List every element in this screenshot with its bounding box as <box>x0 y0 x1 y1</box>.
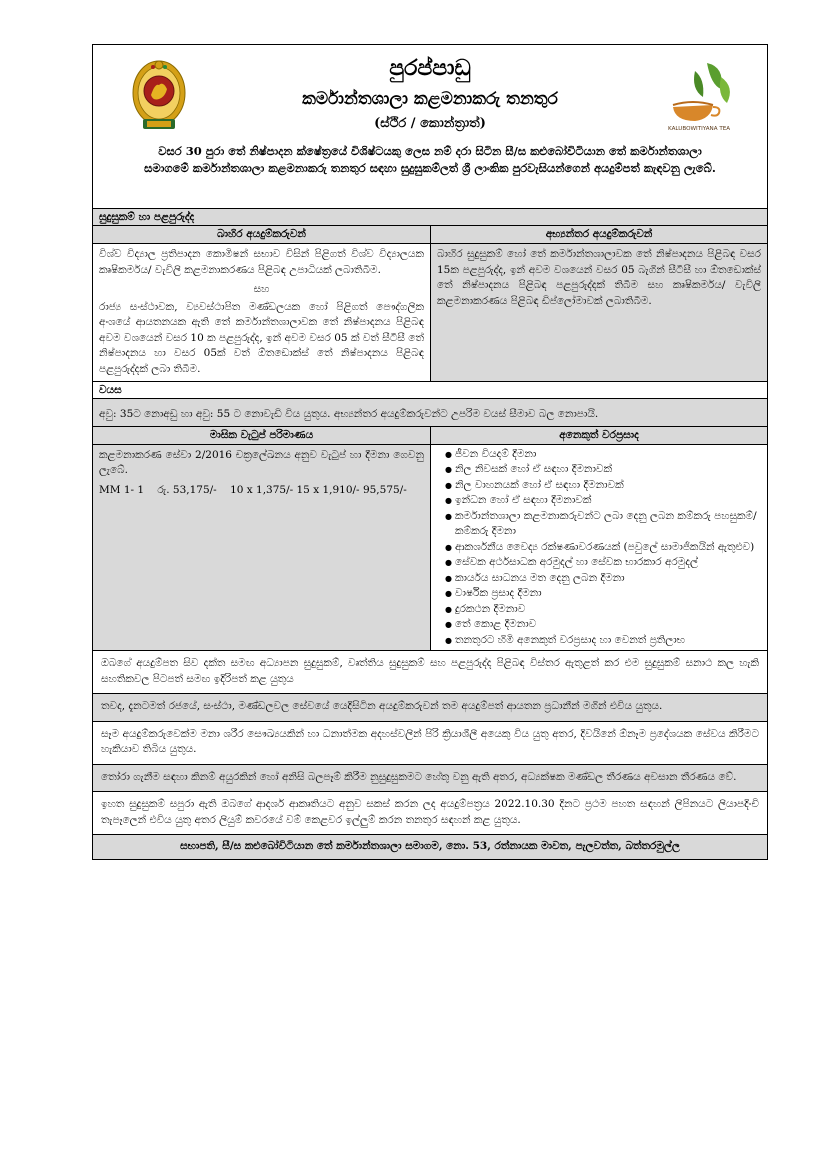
list-item: ● දුරකථන දීමනාව <box>445 602 761 618</box>
benefits-head: අනෙකුත් වරප්‍රසාද <box>430 427 767 444</box>
logo-text: KALUBOWITIYANA TEA <box>668 126 731 132</box>
age-title: වයස <box>93 382 767 399</box>
employed-applicants-paragraph: තවද, දැනටමත් රජයේ, සංස්ථා, මණ්ඩලවල සේවයේ යෙදිසිටින අයදුම්කරුවන් තම අයදුම්පත් ආයතන ප්‍රධානීන් මගින් එවිය යුතුය. <box>93 694 767 722</box>
salary-benefits-headers <box>93 427 767 445</box>
list-item: ● තනතුරට හිමි අනෙකුත් වරප්‍රසාද හා වෙනත් ප්‍රතිලාභ <box>445 633 761 649</box>
list-item: ● ජීවන වියදම් දීමනා <box>445 447 761 463</box>
notice-header <box>93 45 767 209</box>
salary-benefits-body <box>93 445 767 652</box>
list-item: ● සේවක අර්ථසාධක අරමුදල් හා සේවක භාරකාර අරමුදල් <box>445 555 761 571</box>
notice-title: පුරප්පාඩු <box>389 55 471 81</box>
list-item: ● නිල වාහනයක් හෝ ඒ සඳහා දීමනාවක් <box>445 478 761 494</box>
qualifications-title: සුදුසුකම් හා පළපුරුද්ද <box>93 209 767 226</box>
position-type: (ස්ථිර / කොන්ත්‍රාත්) <box>374 116 486 131</box>
list-item: ● ආකර්ශනීය වෛද්‍ය රක්ෂණාවරණයක් (පවුලේ සාමාජිකයින් ඇතුළුව) <box>445 540 761 556</box>
list-item: ● තේ කොළ දීමනාව <box>445 617 761 633</box>
tea-company-logo-icon <box>665 59 747 133</box>
age-text: අවු: 35ට නොඅඩු හා අවු: 55 ට නොවැඩි විය යුතුය. අභ්‍යන්තර අයදුම්කරුවන්ට උපරිම වයස් සීමාව බල නොපායි. <box>93 399 767 427</box>
submission-paragraph: ඉහත සුදුසුකම් සපුරා ඇති ඔබගේ ආදර්ශ ආකෘතියට අනුව සකස් කරන ලද අයදුම්පත්‍රය 2022.10.30 දිනට ප්‍රථම පහත සඳහන් ලිපිනයට ලියාපදිංචි තැපෑලෙන් එවිය යුතු අතර ලියුම් කවරයේ වම් කෙළවර ඉල්ලුම් කරන තනතුර සඳහන් කළ යුතුය. <box>93 792 767 835</box>
external-applicants-head: බාහිර අයදුම්කරුවන් <box>217 228 306 240</box>
salary-scale <box>93 445 430 651</box>
external-and-text: සහ <box>253 283 270 295</box>
list-item: ● වාර්ෂික ප්‍රසාද දීමනා <box>445 586 761 602</box>
list-item: ● කර්මාන්තශාලා කළමනාකරුවන්ට ලබා දෙනු ලබන කම්කරු පහසුකම්/ කම්කරු දීමනා <box>445 509 761 540</box>
other-benefits <box>430 445 767 651</box>
qualifications-body <box>93 244 767 382</box>
salary-head: මාසික වැටුප් පරිමාණය <box>209 428 314 441</box>
internal-experience-text: බාහිර සුදුසුකම් හෝ තේ කර්මාන්තශාලාවක තේ නිෂ්පාදනය පිළිබඳ වසර 15ක පළපුරුද්ද, ඉන් අවම වශයෙන් වසර 05 බැගින් සීටීසී හා ඕතඩොක්ස් තේ නිෂ්පාදනය පිළිබඳ පළපුරුද්දක් තිබීම සහ කෘෂිකර්මය/ වැවිලි කළමනාකරණය පිළිබඳ ඩිප්ලෝමාවක් ලබාතිබීම. <box>437 248 761 307</box>
salary-circular-text: කළමනාකරණ සේවා 2/2016 චක්‍රලේඛනය අනුව වැටුප් හා දීමනා ගෙවනු ලැබේ. <box>99 448 424 476</box>
fitness-paragraph: සෑම අයදුම්කරුවෙක්ම මනා ශරීර සෞඛ්‍යයකින් හා ධනාත්මක අදහස්වලින් පිරි ක්‍රියාශීලී අයෙකු විය යුතු අතර, දිවයිනේ ඕනෑම ප්‍රදේශයක සේවය කිරීමට හැකියාව තිබිය යුතුය. <box>93 722 767 765</box>
salary-scale-text: MM 1- 1 රු. 53,175/- 10 x 1,375/- 15 x 1,910/- 95,575/- <box>99 483 407 496</box>
external-degree-text: විශ්ව විද්‍යාල ප්‍රතිපාදන කොමිෂන් සභාව විසින් පිළිගත් විශ්ව විද්‍යාලයක කෘෂිකර්මය/ වැවිලි කළමනාකරණය පිළිබඳ උපාධියක් ලබාතිබීම. <box>99 248 424 276</box>
internal-applicants-head: අභ්‍යන්තර අයදුම්කරුවන් <box>430 226 767 243</box>
notice-description: වසර 30 පුරා තේ නිෂ්පාදන ක්ෂේත්‍රයේ විශිෂ්ටයකු ලෙස නම් දරා සිටින සී/ස කළුබෝවිටියාන තේ කර්මාන්තශාලා සමාගමේ කර්මාන්තශාලා කළමනාකරු තනතුර සඳහා සුදුසුකම්ලත් ශ්‍රී ලාංකික පුරවැසියන්ගෙන් අයදුම්පත් කැඳවනු ලැබේ. <box>144 144 716 175</box>
postal-address: සභාපති, සී/ස කළුබෝවිටියාන තේ කර්මාන්තශාලා සමාගම, නො. 53, රත්නායක මාවත, පැලවත්ත, බත්තරමුල්ල <box>93 835 767 859</box>
influence-paragraph: තෝරා ගැනීම සඳහා කිනම් අයුරකින් හෝ අනිසි බලපෑම් කිරීම නුසුදුසුකමට හේතු වනු ඇති අතර, අධ්‍යක්ෂක මණ්ඩල තීරණය අවසාන තීරණය වේ. <box>93 765 767 793</box>
documents-paragraph: ඔබගේ අයදුම්පත සිව දක්ත සමඟ අධ්‍යාපන සුදුසුකම්, වෘත්තිය සුදුසුකම් සහ පළපුරුද්ද පිළිබඳ විස්තර ඇතුළත් කර එම සුදුසුකම් සනාථ කල හැකි සහතිකවල පිටපත් සමඟ ඉදිරිපත් කළ යුතුය <box>93 651 767 694</box>
external-experience-text: රාජ්‍ය සංස්ථාවක, ව්‍යවස්ථාපිත මණ්ඩලයක හෝ පිළිගත් පෞද්ගලික අංශයේ ආයතනයක ඇති තේ කර්මාන්තශාලාවක තේ නිෂ්පාදනය පිළිබඳ අවම වශයෙන් වසර 10 ක පළපුරුද්ද, ඉන් අවම වසර 05 ක් වත් සීටීසී තේ නිෂ්පාදනය හා වසර 05ක් වත් ඕතඩොක්ස් තේ නිෂ්පාදනය පිළිබඳ පළපුරුද්දක් ලබා තිබීම. <box>99 300 424 375</box>
list-item: ● කාර්යය සාධනය මත දෙනු ලබන දීමනා <box>445 571 761 587</box>
list-item: ● ඉන්ධන හෝ ඒ සඳහා දීමනාවක් <box>445 493 761 509</box>
external-qualifications <box>93 244 430 381</box>
position-title: කර්මාන්තශාලා කළමනාකරු තනතුර <box>302 89 558 109</box>
qualifications-headers <box>93 226 767 244</box>
internal-qualifications <box>430 244 767 381</box>
list-item: ● නිල නිවසක් හෝ ඒ සඳහා දීමනාවක් <box>445 462 761 478</box>
benefits-list <box>431 445 767 651</box>
vacancy-notice <box>92 44 768 860</box>
